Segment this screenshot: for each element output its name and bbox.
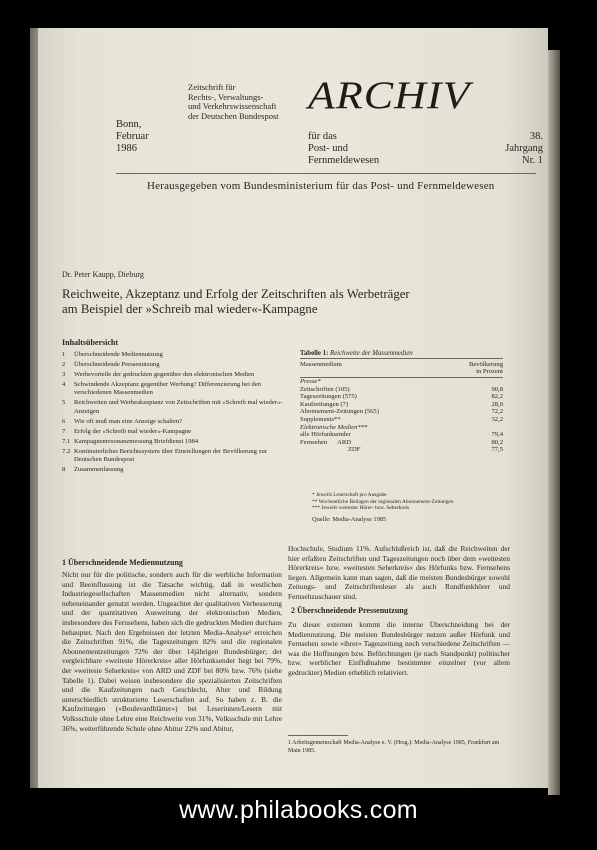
subtitle-line: Post- und [308, 143, 348, 154]
table-footnotes [312, 492, 512, 512]
toc-item [62, 466, 294, 474]
toc-num: 7.2 [62, 447, 71, 455]
table-source: Quelle: Media-Analyse 1985 [312, 516, 387, 523]
publisher-line: der Deutschen Bundespost [188, 110, 279, 121]
toc-text: Erfolg der »Schreib mal wieder«-Kampagne [74, 427, 192, 435]
section-1-text: Nicht nur für die politische, sondern auch für die werbliche Information und Beeinflussung ist die Tatsache wichtig, daß in westlichen Industriegesellschaften Massenmedien nicht alternativ, sondern nebeneinander genutzt werden. Ungeachtet der qualitativen Verbesserung und der quantitativen Ausweitung der elektronischen Medien, insbesondere des Fernsehens, haben sich die gedruckten Medien durchaus behauptet. Nach den Ergebnissen der letzten Media-Analyse¹ erreichen die Zeitschriften 91%, die Tageszeitungen 82% und die regionalen Abonnementzeitungen 72% der über 14jährigen Bundesbürger; der vergleichbare »weiteste Hörerkreis« aller Hörfunksender liegt bei 79%, der »weiteste Seherkreis« von ARD und ZDF bei 80% bzw. 76% (siehe Tabelle 1). Dabei weisen insbesondere die spezialisierten Zeitschriften und die Kaufzeitungen nach Geschlecht, Alter und Bildung unterschiedlich strukturierte Leserschaften auf. So haben z. B. die Kaufzeitungen (»Boulevardblätter«) bei Leserinnen/Lesern mit Volksschule ohne Lehre eine Reichweite von 31%, Volksschule mit Lehre 36%, weiterführende Schule ohne Abitur 22% und Abitur, [62, 570, 282, 733]
toc-num: 3 [62, 371, 66, 379]
table-caption [300, 350, 413, 357]
toc-item [62, 361, 294, 369]
footnote: 1 Arbeitsgemeinschaft Media-Analyse e. V. (Hrsg.): Media-Analyse 1985, Frankfurt am Main 1985. [288, 740, 500, 754]
row-label: Tageszeitungen (575) [300, 393, 357, 401]
table-row [300, 401, 503, 409]
archiv-logo: ARCHIV [308, 72, 471, 117]
publisher-block [188, 83, 308, 121]
group-label: Presse* [300, 378, 321, 385]
publisher-line: Zeitschrift für [188, 82, 236, 92]
toc-text: Überschneidende Pressenutzung [74, 361, 160, 369]
issue-line: Jahrgang [505, 143, 543, 154]
issue-line: 38. [529, 131, 543, 142]
issue-info [483, 131, 543, 167]
toc-num: 6 [62, 417, 66, 425]
row-label: alle Hörfunksender [300, 431, 351, 439]
table-caption-label: Tabelle 1: [300, 350, 329, 357]
subtitle-line: Fernmeldewesen [308, 155, 380, 166]
toc-heading: Inhaltsübersicht [62, 338, 119, 347]
table-group-row [300, 378, 503, 386]
journal-subtitle [308, 131, 418, 167]
header-rule [116, 173, 536, 174]
row-label: ZDF [348, 446, 361, 454]
section-heading-2: 2 Überschneidende Pressenutzung [291, 606, 408, 615]
toc-num: 2 [62, 361, 66, 369]
reach-table [300, 358, 503, 454]
page-edges [548, 50, 560, 795]
table-row [300, 393, 503, 401]
row-value: 28,0 [491, 400, 503, 408]
title-line: am Beispiel der »Schreib mal wieder«-Kampagne [62, 302, 318, 316]
date-line: 1986 [116, 143, 137, 154]
toc-item [62, 428, 294, 436]
toc-text: Zusammenfassung [74, 466, 124, 474]
table-row [300, 439, 503, 447]
table-caption-title: Reichweite der Massenmedien [329, 350, 413, 357]
row-label: Kaufzeitungen (7) [300, 400, 349, 408]
toc-item [62, 351, 294, 359]
toc-item [62, 399, 294, 415]
toc-item [62, 381, 294, 397]
article-title [62, 287, 482, 317]
tv-label: Fernsehen [300, 438, 328, 446]
table-row [300, 408, 503, 416]
section-heading-1: 1 Überschneidende Mediennutzung [62, 558, 183, 567]
table-footnote: * Jeweils Leserschaft pro Ausgabe [312, 492, 387, 498]
footnote-rule [288, 735, 348, 736]
col-head-line: in Prozent [476, 368, 503, 375]
row-label: Supplements** [300, 415, 341, 423]
group-label: Elektronische Medien*** [300, 423, 368, 431]
publisher-line: Rechts-, Verwaltungs- [188, 91, 264, 102]
row-label: Abonnement-Zeitungen (565) [300, 408, 379, 416]
editor-line: Herausgegeben vom Bundesministerium für das Post- und Fernmeldewesen [147, 180, 495, 192]
row-value: 82,2 [491, 393, 503, 401]
toc-item [62, 448, 294, 464]
section-1-continued: Hochschule, Studium 11%. Aufschlußreich ist, daß die Reichweiten der hier erfaßten Zeitschriften und Tageszeitungen noch über dem »weitesten Hörerkreis« bzw. »weitesten Seherkreis« des Hörfunks bzw. Fernsehens liegen. Allgemein kann man sagen, daß die meisten Bundesbürger sowohl Zeitungs- und Zeitschriftenleser als auch Rundfunkhörer und Fernsehzuschauer sind. [288, 544, 510, 601]
watermark: www.philabooks.com [179, 796, 418, 824]
toc-text: Kampagnenresonanzmessung Briefdienst 1984 [74, 437, 199, 445]
table-group-row [300, 424, 503, 432]
toc-item [62, 418, 294, 426]
table-footnote: ** Wochentliche Beilagen der regionalen Abonnement-Zeitungen [312, 498, 454, 505]
toc-text: Reichweiten und Werbeakzeptanz von Zeitschriften mit »Schreib mal wieder«-Anzeigen [74, 399, 283, 415]
toc-text: Werbevorteile der gedruckten gegenüber den elektronischen Medien [74, 371, 255, 379]
toc-num: 7.1 [62, 437, 71, 445]
title-line: Reichweite, Akzeptanz und Erfolg der Zeitschriften als Werbeträger [62, 287, 410, 301]
toc-text: Schwindende Akzeptanz gegenüber Werbung? Differenzierung bei den verschiedenen Massenmedien [74, 381, 262, 397]
section-2-text: Zu dieser externen kommt die interne Überschneidung bei der Mediennutzung. Die meisten Bundesbürger nutzen außer Hörfunk und Fernsehen sowie »ihrer« Tageszeitung noch verschiedene Zeitschriften — was die Hoffnungen bzw. Befürchtungen (je nach Standpunkt) politischer bzw. werblicher Einflußnahme bestimmter einzelner (vor allem gedruckter) Medien erheblich relativiert. [288, 620, 510, 677]
subtitle-line: für das [308, 131, 337, 142]
toc-num: 1 [62, 351, 66, 358]
toc-text: Wie oft muß man eine Anzeige schalten? [74, 417, 183, 425]
author: Dr. Peter Kaupp, Dieburg [62, 270, 144, 279]
issue-line: Nr. 1 [522, 155, 543, 166]
table-footnote: *** Jeweils weitester Hörer- bzw. Seherkreis [312, 505, 410, 512]
table-row [300, 416, 503, 424]
toc-text: Überschneidende Mediennutzung [74, 351, 163, 358]
row-value: 77,5 [491, 446, 503, 454]
toc-text: Kontinuierliches Berichtssystem über Einstellungen der Bevölkerung zur Deutschen Bundespost [74, 447, 268, 464]
row-value: 80,2 [491, 438, 503, 446]
table-header-row [300, 359, 503, 378]
table-col-percent [442, 359, 503, 378]
toc-num: 8 [62, 466, 66, 474]
date-line: Februar [116, 131, 149, 142]
table-row [300, 446, 503, 454]
place-date [116, 119, 166, 155]
row-label [300, 439, 442, 447]
toc-num: 4 [62, 381, 66, 389]
row-value: 32,2 [491, 415, 503, 423]
date-line: Bonn, [116, 119, 142, 130]
toc-num: 7 [62, 427, 66, 435]
toc-item [62, 371, 294, 379]
publisher-line: und Verkehrswissenschaft [188, 101, 277, 111]
table-row [300, 431, 503, 439]
col-head-line: Bevölkerung [468, 361, 503, 368]
toc-item [62, 438, 294, 446]
table-col-medium: Massenmedium [300, 359, 442, 378]
row-value: 79,4 [491, 431, 503, 439]
toc-list [62, 351, 294, 476]
row-value: 90,8 [491, 385, 503, 393]
tv-channel: ARD [337, 438, 352, 446]
table-row [300, 386, 503, 394]
row-label: Zeitschriften (105) [300, 385, 350, 393]
row-value: 72,2 [491, 408, 503, 416]
toc-num: 5 [62, 399, 66, 407]
